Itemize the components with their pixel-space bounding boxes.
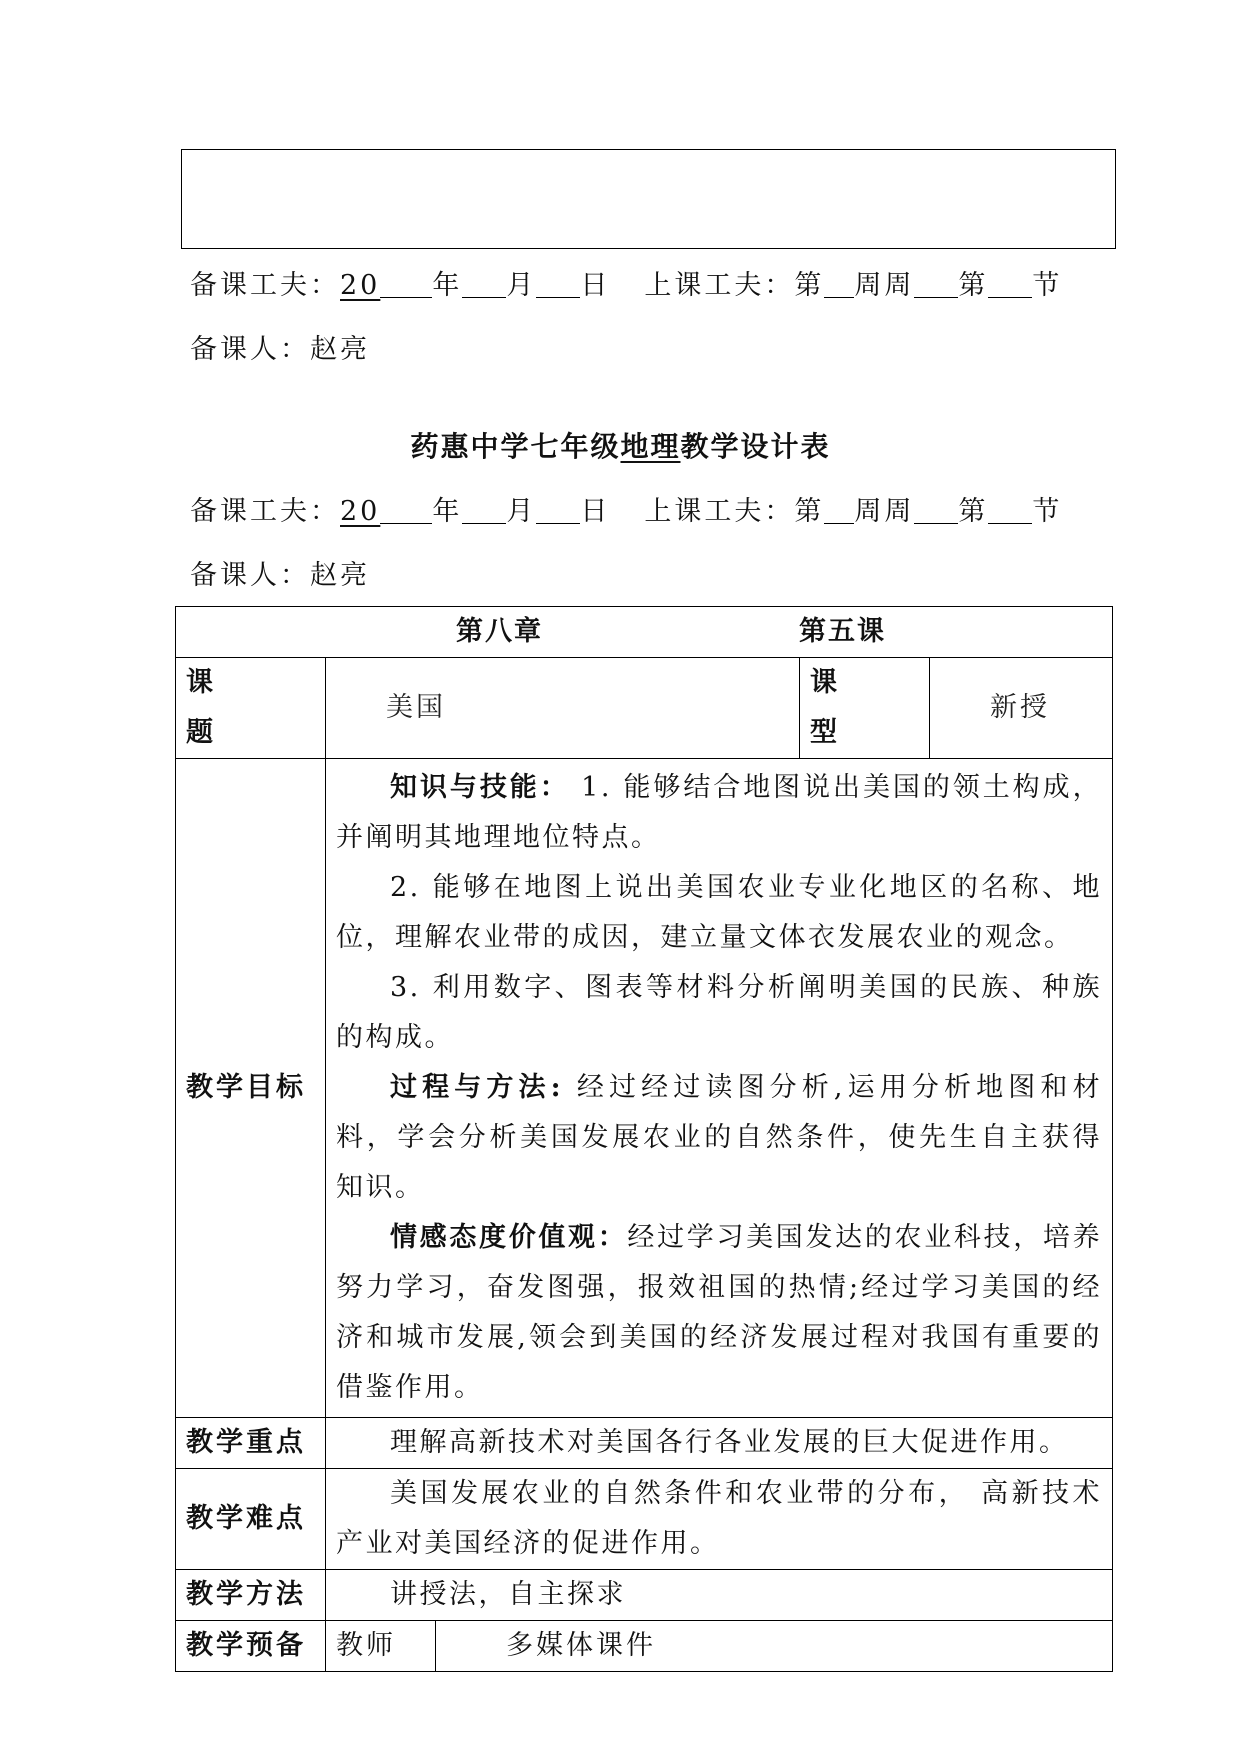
preparation-label: 教学预备 [176,1621,326,1672]
year-label: 年 [432,270,463,301]
teaching-method-value: 讲授法，自主探求 [390,1579,626,1610]
teaching-method-cell [326,1570,1113,1621]
month-blank [462,267,506,298]
month-label: 月 [506,270,537,301]
weekday-blank [914,493,958,524]
month-label: 月 [506,496,537,527]
type-value: 新授 [930,658,1113,759]
difficulty-label: 教学难点 [176,1469,326,1570]
knowledge-text: 1. 能够结合地图说出美国的领土构成，并阐明其地理地位特点。 [336,772,1103,853]
difficulty-row [176,1469,1113,1570]
nth-label: 第 [958,270,989,301]
difficulty-value: 美国发展农业的自然条件和农业带的分布， 高新技术产业对美国经济的促进作用。 [336,1478,1103,1559]
chapter-cell [176,607,1113,658]
day-label: 日 [580,496,611,527]
title-school: 药惠中学七年级 [410,430,621,463]
title-subject: 地理 [620,430,681,463]
type-label: 课 型 [810,667,871,748]
difficulty-cell [326,1469,1113,1570]
year-blank [380,493,432,524]
week-label: 周周 [854,270,915,301]
emotion-text: 经过学习美国发达的农业科技，培养努力学习，奋发图强，报效祖国的热情;经过学习美国的经济和城市发展,领会到美国的经济发展过程对我国有重要的借鉴作用。 [336,1222,1103,1403]
type-label-cell [800,658,930,759]
teacher-label: 教师 [326,1621,436,1672]
chapter-label: 第八章 [456,616,543,647]
year-prefix: 20 [340,496,381,527]
page-title [0,427,1241,467]
month-blank [462,493,506,524]
preparer-line-2: 备课人：赵亮 [190,560,370,591]
goals-row [176,759,1113,1418]
key-point-label: 教学重点 [176,1418,326,1469]
weekday-blank [914,267,958,298]
section-blank [988,267,1032,298]
class-time-label: 上课工夫：第 [644,270,825,301]
goals-label: 教学目标 [176,759,326,1418]
day-label: 日 [580,270,611,301]
chapter-row [176,607,1113,658]
class-time-label: 上课工夫：第 [644,496,825,527]
preparation-row [176,1621,1113,1672]
prep-time-label: 备课工夫： [190,270,340,301]
week-label: 周周 [854,496,915,527]
key-point-value: 理解高新技术对美国各行各业发展的巨大促进作用。 [390,1427,1069,1458]
prep-time-label: 备课工夫： [190,496,340,527]
goals-content [326,759,1113,1418]
lesson-plan-table [175,606,1113,1672]
year-prefix: 20 [340,270,381,301]
key-point-row [176,1418,1113,1469]
emotion-label: 情感态度价值观： [390,1222,628,1253]
day-blank [536,267,580,298]
top-empty-box [181,149,1116,249]
topic-label-cell [176,658,326,759]
knowledge-label: 知识与技能： [390,772,570,803]
title-rest: 教学设计表 [680,430,831,463]
prep-time-line-2 [190,492,1062,532]
topic-label: 课 题 [186,667,247,748]
goals-knowledge [336,763,1102,863]
goals-method [336,1063,1102,1213]
method-label: 过程与方法: [390,1072,564,1103]
preparer-line-1: 备课人：赵亮 [190,334,370,365]
key-point-cell [326,1418,1113,1469]
topic-row [176,658,1113,759]
teacher-value: 多媒体课件 [436,1621,1113,1672]
method-row [176,1570,1113,1621]
year-label: 年 [432,496,463,527]
year-blank [380,267,432,298]
section-blank [988,493,1032,524]
topic-value: 美国 [326,658,800,759]
week-blank [824,267,854,298]
nth-label: 第 [958,496,989,527]
day-blank [536,493,580,524]
goals-item-2: 2. 能够在地图上说出美国农业专业化地区的名称、地位，理解农业带的成因，建立量文体衣发展农业的观念。 [336,872,1103,953]
lesson-label: 第五课 [799,616,886,647]
goals-item-3: 3. 利用数字、图表等材料分析阐明美国的民族、种族的构成。 [336,972,1103,1053]
method-text: 经过经过读图分析,运用分析地图和材料，学会分析美国发展农业的自然条件，使先生自主获得知识。 [336,1072,1103,1203]
section-label: 节 [1032,496,1063,527]
section-label: 节 [1032,270,1063,301]
prep-time-line-1 [190,266,1062,306]
goals-emotion [336,1213,1102,1413]
teaching-method-label: 教学方法 [176,1570,326,1621]
week-blank [824,493,854,524]
